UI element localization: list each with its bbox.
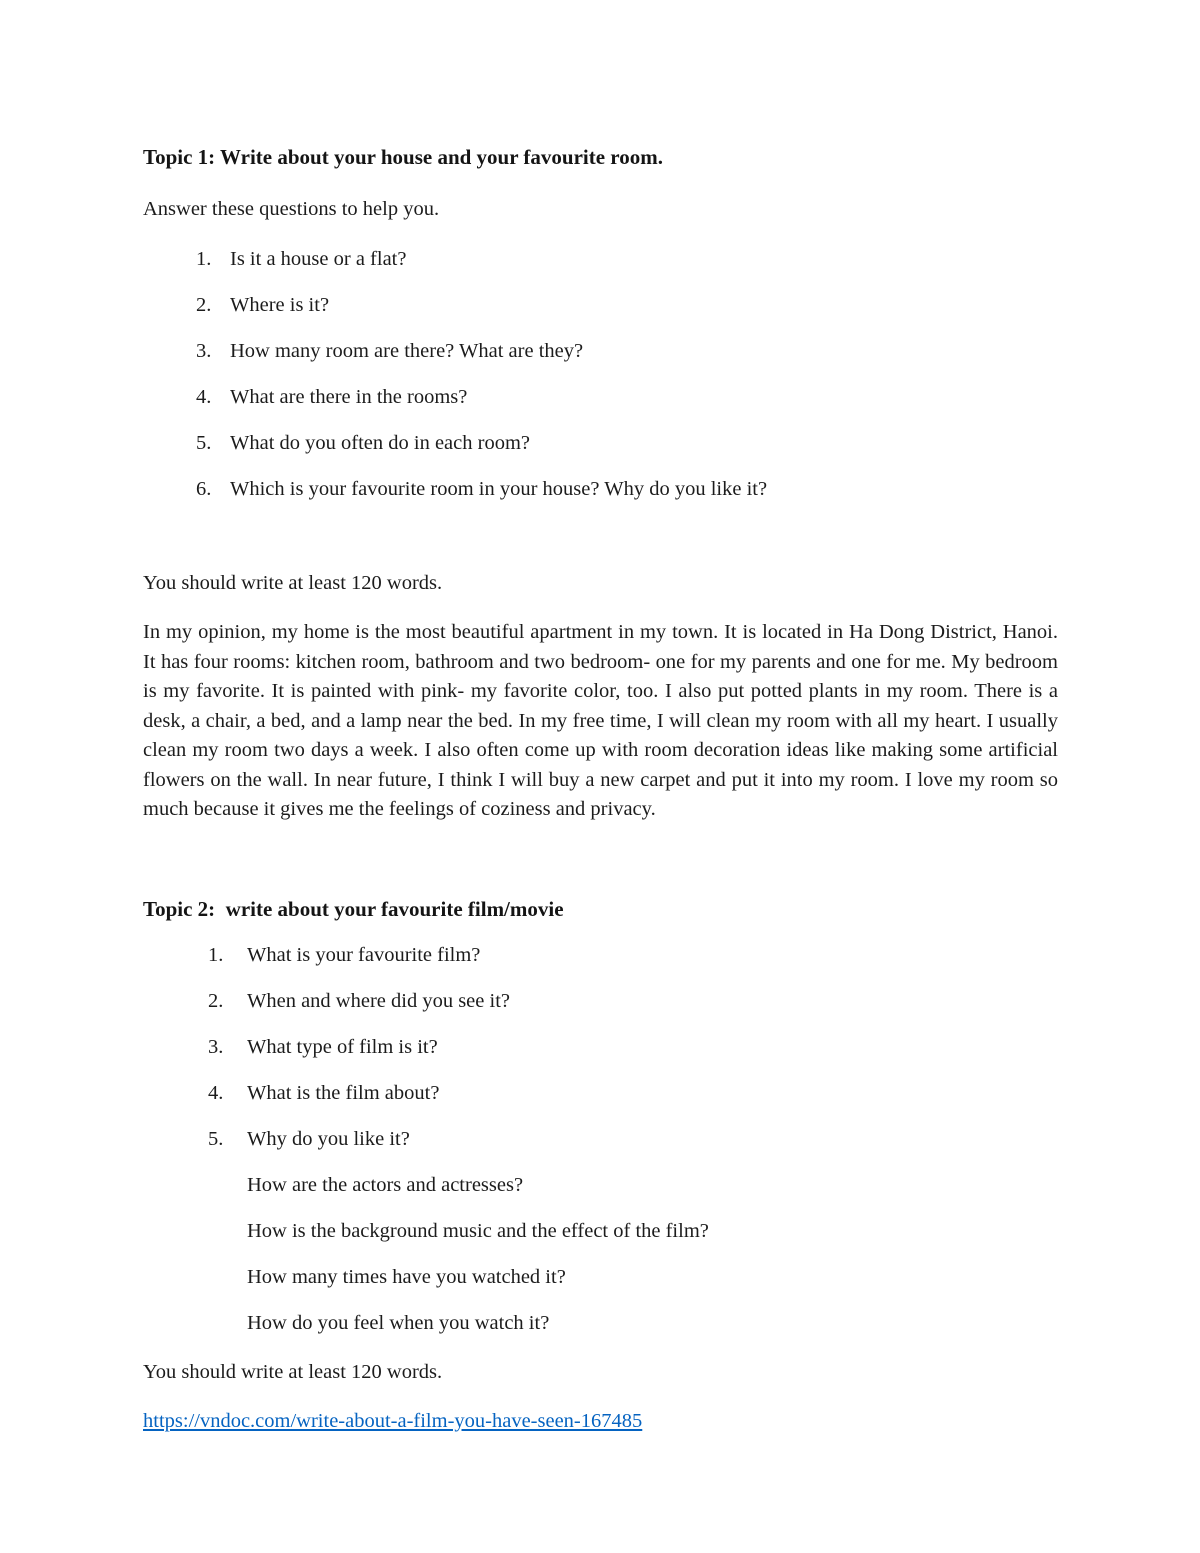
list-item: How is the background music and the effect of the film?	[247, 1219, 709, 1242]
topic2-word-count-note: You should write at least 120 words.	[143, 1360, 443, 1383]
list-item	[196, 386, 1058, 409]
list-item: How do you feel when you watch it?	[247, 1311, 550, 1334]
question-text: What do you often do in each room?	[230, 431, 531, 454]
list-number: 1.	[196, 247, 212, 270]
list-number: 2.	[208, 989, 224, 1012]
topic1-intro: Answer these questions to help you.	[143, 198, 440, 220]
list-number: 4.	[208, 1081, 224, 1104]
topic2-subquestion-list	[143, 1174, 1058, 1335]
list-item	[208, 944, 1058, 967]
list-item	[196, 340, 1058, 363]
question-text: Which is your favourite room in your house? Why do you like it?	[230, 477, 768, 500]
question-text: Is it a house or a flat?	[230, 247, 407, 270]
list-number: 1.	[208, 943, 224, 966]
list-number: 4.	[196, 385, 212, 408]
list-item	[196, 478, 1058, 501]
list-item	[208, 990, 1058, 1013]
topic1-sample-essay: In my opinion, my home is the most beautiful apartment in my town. It is located in Ha Dong District, Hanoi. It has four rooms: kitchen room, bathroom and two bedroom- one for my parents and one for me. My bedroom is my favorite. It is painted with pink- my favorite color, too. I also put potted plants in my room. There is a desk, a chair, a bed, and a lamp near the bed. In my free time, I will clean my room with all my heart. I usually clean my room two days a week. I also often come up with room decoration ideas like making some artificial flowers on the wall. In near future, I think I will buy a new carpet and put it into my room. I love my room so much because it gives me the feelings of coziness and privacy.	[143, 621, 1058, 821]
question-text: Where is it?	[230, 293, 330, 316]
list-number: 2.	[196, 293, 212, 316]
list-item	[196, 432, 1058, 455]
list-number: 3.	[208, 1035, 224, 1058]
topic2-heading: Topic 2: write about your favourite film/movie	[143, 896, 564, 921]
question-text: What are there in the rooms?	[230, 385, 468, 408]
topic1-question-list	[143, 248, 1058, 501]
topic2-question-list	[143, 944, 1058, 1151]
list-number: 6.	[196, 477, 212, 500]
question-text: What type of film is it?	[247, 1035, 438, 1058]
list-item	[196, 294, 1058, 317]
question-text: What is your favourite film?	[247, 943, 481, 966]
list-number: 5.	[208, 1127, 224, 1150]
question-text: When and where did you see it?	[247, 989, 510, 1012]
reference-hyperlink[interactable]: https://vndoc.com/write-about-a-film-you-have-seen-167485	[143, 1409, 643, 1432]
question-text: How many room are there? What are they?	[230, 339, 584, 362]
list-item	[208, 1128, 1058, 1151]
question-text: What is the film about?	[247, 1081, 440, 1104]
list-item	[196, 248, 1058, 271]
list-item: How many times have you watched it?	[247, 1265, 566, 1288]
topic1-heading: Topic 1: Write about your house and your favourite room.	[143, 145, 663, 169]
list-item	[208, 1082, 1058, 1105]
list-item: How are the actors and actresses?	[247, 1173, 524, 1196]
list-number: 3.	[196, 339, 212, 362]
topic1-word-count-note: You should write at least 120 words.	[143, 571, 443, 594]
list-number: 5.	[196, 431, 212, 454]
question-text: Why do you like it?	[247, 1127, 410, 1150]
list-item	[208, 1036, 1058, 1059]
